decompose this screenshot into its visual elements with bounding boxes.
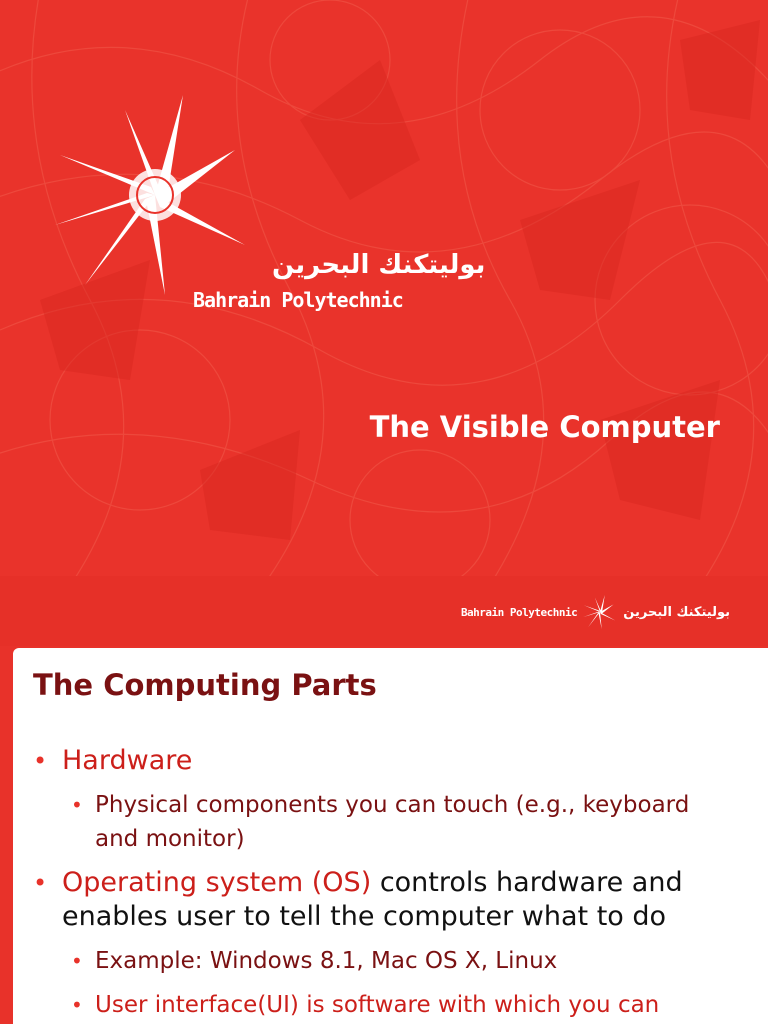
- footer-logo: [461, 590, 730, 634]
- footer-logo-english: Bahrain Polytechnic: [460, 605, 578, 619]
- bullet-text: Hardware: [62, 745, 193, 776]
- bullet-hardware: [33, 744, 733, 778]
- sub-bullet: [33, 788, 733, 856]
- slide-title: The Visible Computer: [369, 410, 720, 444]
- bullet-operating-system: [33, 866, 733, 934]
- sub-bullet-dot-icon: •: [71, 949, 83, 973]
- sub-bullet-text: Example: Windows 8.1, Mac OS X, Linux: [95, 948, 558, 974]
- sub-bullet-dot-icon: •: [71, 993, 83, 1017]
- logo-english-text: Bahrain Polytechnic: [193, 288, 403, 312]
- bullet-dot-icon: •: [33, 869, 48, 897]
- bahrain-polytechnic-star-icon: [55, 95, 255, 295]
- bullet-text-rest: controls hardware and enables user to tell the computer what to do: [62, 867, 683, 932]
- bullet-list: [33, 744, 733, 1024]
- content-slide: [13, 648, 768, 1024]
- sub-bullet-text: Physical components you can touch (e.g., keyboard and monitor): [95, 792, 690, 852]
- sub-bullet-dot-icon: •: [71, 793, 83, 817]
- footer-star-icon: [583, 592, 617, 632]
- content-slide-title: The Computing Parts: [33, 668, 377, 702]
- sub-bullet: [33, 944, 733, 978]
- sub-bullet-text: User interface(UI) is software with which you can: [95, 992, 660, 1018]
- footer-logo-arabic: بوليتكنك البحرين: [623, 604, 730, 620]
- logo-arabic-text: بوليتكنك البحرين: [272, 250, 486, 280]
- bullet-text-highlight: Operating system (OS): [62, 867, 372, 898]
- bullet-dot-icon: •: [33, 747, 48, 775]
- sub-bullet: [33, 988, 733, 1022]
